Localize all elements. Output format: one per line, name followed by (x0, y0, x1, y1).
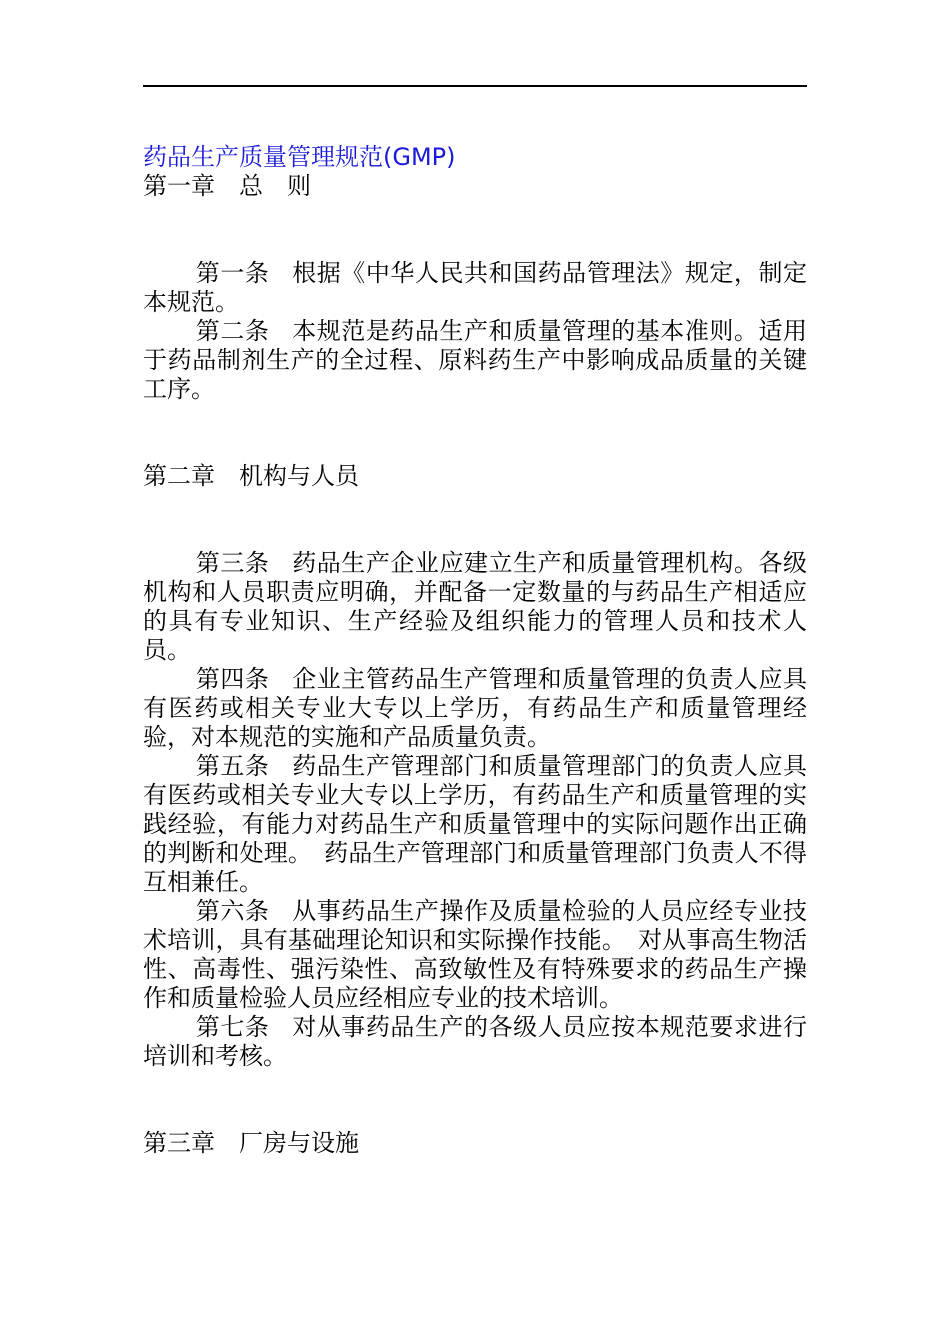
article-label: 第三条 (195, 549, 270, 577)
article (143, 897, 807, 1013)
header-rule (143, 85, 807, 87)
article (143, 549, 807, 665)
article-text: 从事药品生产操作及质量检验的人员应经专业技术培训，具有基础理论知识和实际操作技能。 对从事高生物活性、高毒性、强污染性、高致敏性及有特殊要求的药品生产操作和质量检验人员应经相应专业的技术培训。 (143, 897, 808, 1012)
article-label: 第一条 (195, 259, 270, 287)
document-body (143, 143, 807, 1158)
article-text: 药品生产管理部门和质量管理部门的负责人应具有医药或相关专业大专以上学历，有药品生产和质量管理的实践经验，有能力对药品生产和质量管理中的实际问题作出正确的判断和处理。 药品生产管理部门和质量管理部门负责人不得互相兼任。 (143, 752, 808, 896)
article-text: 根据《中华人民共和国药品管理法》规定，制定本规范。 (143, 259, 808, 316)
article (143, 317, 807, 404)
article-label: 第五条 (195, 752, 270, 780)
article-text: 对从事药品生产的各级人员应按本规范要求进行培训和考核。 (143, 1013, 808, 1070)
article-text: 企业主管药品生产管理和质量管理的负责人应具有医药或相关专业大专以上学历，有药品生产和质量管理经验，对本规范的实施和产品质量负责。 (143, 665, 808, 751)
article-text: 本规范是药品生产和质量管理的基本准则。适用于药品制剂生产的全过程、原料药生产中影响成品质量的关键工序。 (143, 317, 808, 403)
article (143, 259, 807, 317)
chapter-heading: 第二章 机构与人员 (143, 462, 359, 490)
article-label: 第七条 (195, 1013, 270, 1041)
article-label: 第四条 (195, 665, 270, 693)
article (143, 665, 807, 752)
article-text: 药品生产企业应建立生产和质量管理机构。各级机构和人员职责应明确，并配备一定数量的与药品生产相适应的具有专业知识、生产经验及组织能力的管理人员和技术人员。 (143, 549, 808, 664)
chapter-heading: 第三章 厂房与设施 (143, 1129, 359, 1157)
article (143, 752, 807, 897)
document-title: 药品生产质量管理规范(GMP) (143, 143, 456, 171)
article (143, 1013, 807, 1071)
article-label: 第二条 (195, 317, 270, 345)
chapter-heading: 第一章 总 则 (143, 172, 311, 200)
article-label: 第六条 (195, 897, 270, 925)
